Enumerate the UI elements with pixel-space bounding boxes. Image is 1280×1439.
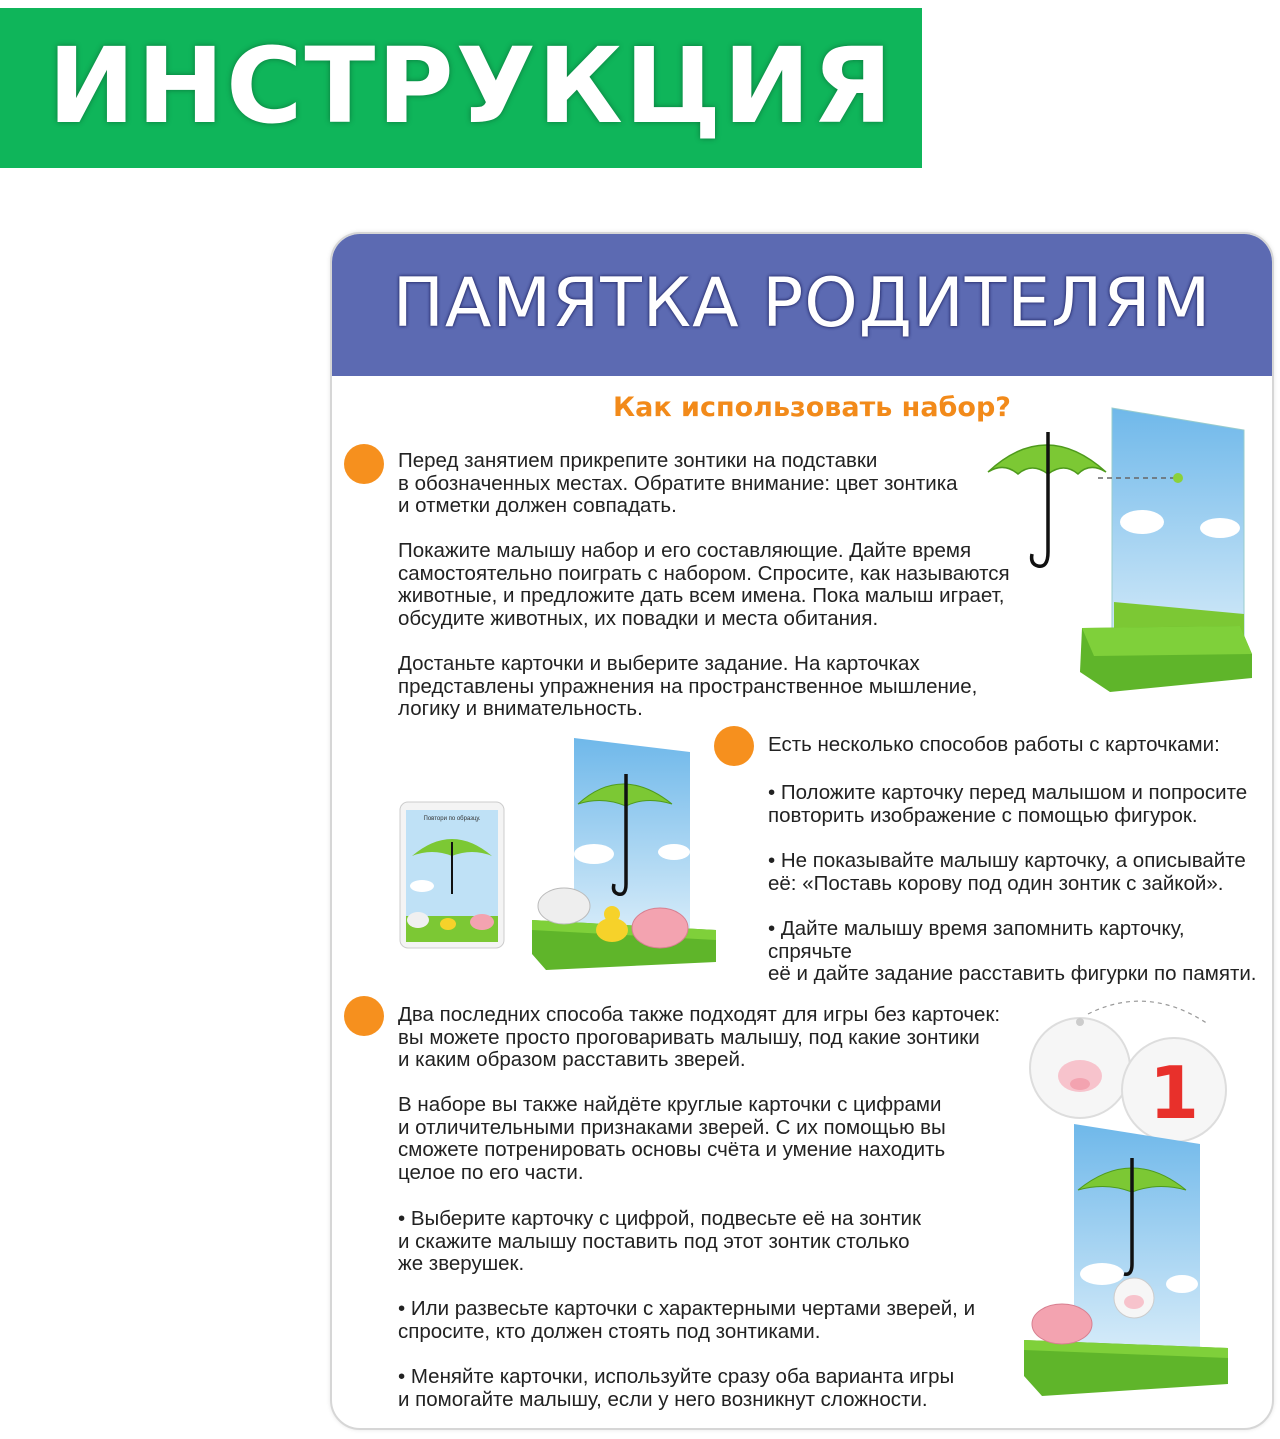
banner-title: ИНСТРУКЦИЯ <box>48 25 895 147</box>
card-title: ПАМЯТКА РОДИТЕЛЯМ <box>392 264 1212 343</box>
section3-bullet1: • Выберите карточку с цифрой, подвесьте её на зонтик и скажите малышу поставить под этот зонтик столько же зверушек. <box>398 1207 921 1275</box>
card-subtitle: Как использовать набор? <box>613 392 1011 423</box>
section2-intro: Есть несколько способов работы с карточками: <box>768 733 1220 756</box>
section2-bullet2: • Не показывайте малышу карточку, а описывайте её: «Поставь корову под один зонтик с зайкой». <box>768 849 1246 895</box>
section3-paragraph1: Два последних способа также подходят для игры без карточек: вы можете просто проговаривать малышу, под какие зонтики и каким образом расставить зверей. <box>398 1003 1001 1071</box>
mini-card-label: Повтори по образцу. <box>423 816 481 822</box>
section2-bullet1: • Положите карточку перед малышом и попросите повторить изображение с помощью фигурок. <box>768 781 1248 827</box>
stand-animals-illustration <box>522 734 732 974</box>
bullet-dot-icon <box>344 444 384 484</box>
task-card-illustration <box>398 800 508 950</box>
section3-bullet2: • Или развесьте карточки с характерными чертами зверей, и спросите, кто должен стоять под зонтиками. <box>398 1297 976 1343</box>
section3-paragraph2: В наборе вы также найдёте круглые карточки с цифрами и отличительными признаками зверей. С их помощью вы сможете потренировать основы счёта и умение находить целое по его части. <box>398 1093 946 1184</box>
pig-icon <box>632 908 688 948</box>
card-header <box>332 234 1272 376</box>
number-card-value: 1 <box>1148 1051 1200 1135</box>
section1-paragraph3: Достаньте карточки и выберите задание. На карточках представлены упражнения на пространственное мышление, логику и внимательность. <box>398 652 978 720</box>
instruction-banner <box>0 8 922 168</box>
umbrella-stand-illustration <box>982 402 1252 702</box>
pig-icon <box>1032 1304 1092 1344</box>
section2-bullet3: • Дайте малышу время запомнить карточку, спрячьте её и дайте задание расставить фигурки по памяти. <box>768 917 1257 985</box>
section1-paragraph1: Перед занятием прикрепите зонтики на подставки в обозначенных местах. Обратите внимание: цвет зонтика и отметки должен совпадать. <box>398 449 958 517</box>
section3-bullet3: • Меняйте карточки, используйте сразу оба варианта игры и помогайте малышу, если у него возникнут сложности. <box>398 1365 955 1411</box>
sheep-icon <box>538 888 590 924</box>
bullet-dot-icon <box>344 996 384 1036</box>
hanging-card-illustration <box>1022 1114 1232 1404</box>
parents-memo-card <box>330 232 1274 1430</box>
section1-paragraph2: Покажите малышу набор и его составляющие. Дайте время самостоятельно поиграть с набором. Спросите, как называются животные, и предложите дать всем имена. Пока малыш играет, обсудите животных, их повадки и места обитания. <box>398 539 1010 630</box>
